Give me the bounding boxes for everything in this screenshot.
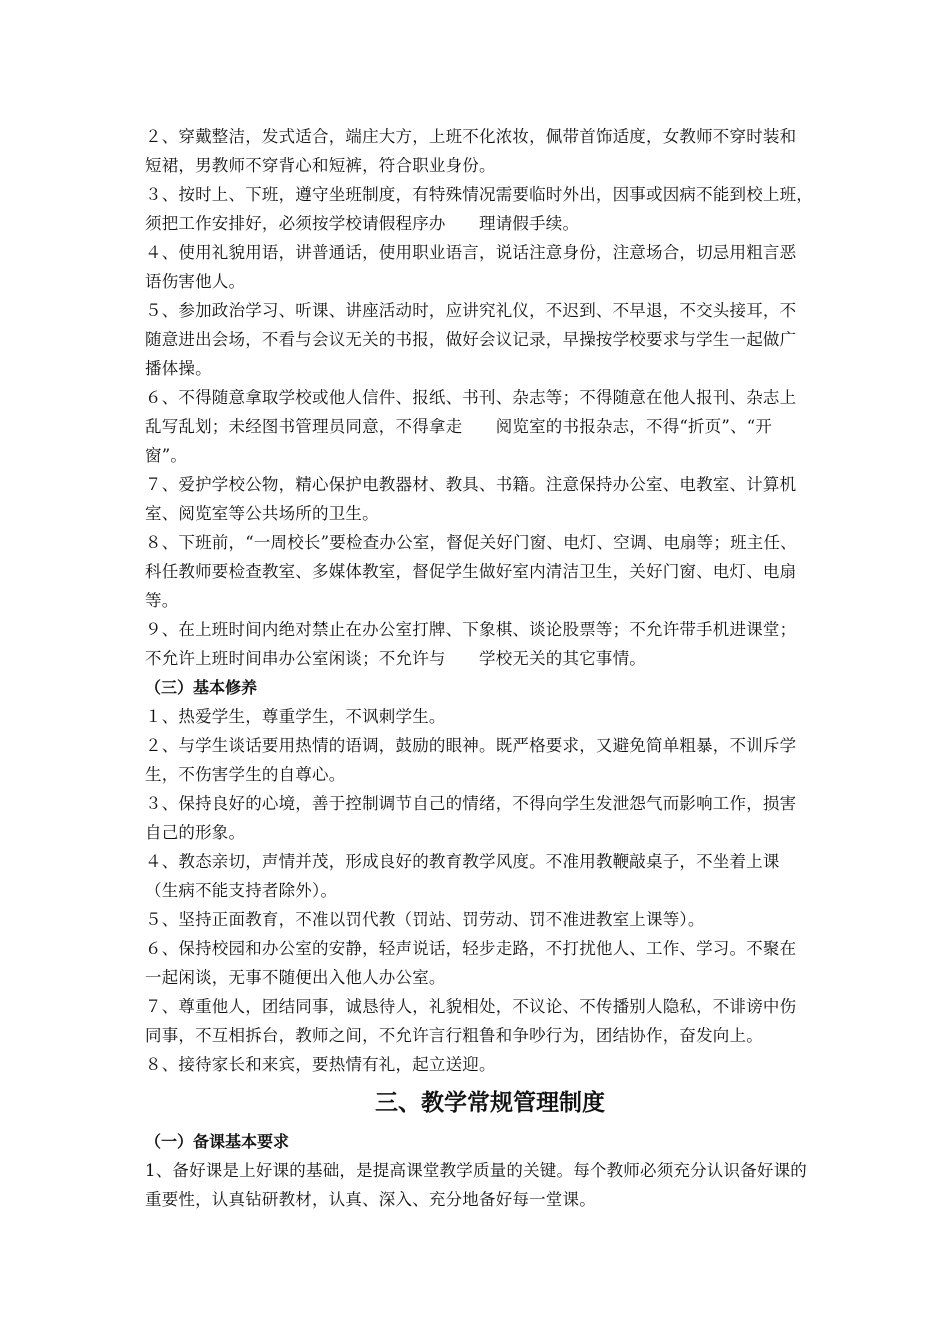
- section-subheading: （一）备课基本要求: [145, 1132, 290, 1151]
- text-line: ８、下班前，“一周校长”要检查办公室，督促关好门窗、电灯、空调、电扇等；班主任、: [145, 533, 797, 552]
- text-line: 一起闲谈，无事不随便出入他人办公室。: [145, 968, 446, 987]
- text-line: 窗”。: [145, 446, 188, 465]
- text-line: ３、保持良好的心境，善于控制调节自己的情绪，不得向学生发泄怨气而影响工作，损害: [145, 794, 797, 813]
- document-body: [145, 122, 825, 1214]
- text-line: 短裙，男教师不穿背心和短裤，符合职业身份。: [145, 156, 496, 175]
- text-line: 语伤害他人。: [145, 272, 246, 291]
- text-line: ３、按时上、下班，遵守坐班制度，有特殊情况需要临时外出，因事或因病不能到校上班，: [145, 185, 813, 204]
- text-line: ９、在上班时间内绝对禁止在办公室打牌、下象棋、谈论股票等；不允许带手机进课堂；: [145, 620, 797, 639]
- section-heading: 三、教学常规管理制度: [375, 1090, 605, 1116]
- text-line: ５、坚持正面教育，不准以罚代教（罚站、罚劳动、罚不准进教室上课等）。: [145, 910, 705, 929]
- text-line: ４、使用礼貌用语，讲普通话，使用职业语言，说话注意身份，注意场合，切忌用粗言恶: [145, 243, 797, 262]
- text-line: 须把工作安排好，必须按学校请假程序办 理请假手续。: [145, 214, 580, 233]
- text-line: ４、教态亲切，声情并茂，形成良好的教育教学风度。不准用教鞭敲桌子，不坐着上课: [145, 852, 780, 871]
- text-line: 1、备好课是上好课的基础，是提高课堂教学质量的关键。每个教师必须充分认识备好课的: [145, 1161, 807, 1180]
- text-line: 重要性，认真钻研教材，认真、深入、充分地备好每一堂课。: [145, 1190, 596, 1209]
- text-line: 不允许上班时间串办公室闲谈；不允许与 学校无关的其它事情。: [145, 649, 646, 668]
- text-line: （生病不能支持者除外）。: [145, 881, 338, 900]
- text-line: 随意进出会场，不看与会议无关的书报，做好会议记录，早操按学校要求与学生一起做广: [145, 330, 797, 349]
- text-line: 室、阅览室等公共场所的卫生。: [145, 504, 379, 523]
- text-line: 自己的形象。: [145, 823, 246, 842]
- text-line: ５、参加政治学习、听课、讲座活动时，应讲究礼仪，不迟到、不早退，不交头接耳，不: [145, 301, 797, 320]
- text-line: 生，不伤害学生的自尊心。: [145, 765, 346, 784]
- text-line: 等。: [145, 591, 179, 610]
- text-line: 科任教师要检查教室、多媒体教室，督促学生做好室内清洁卫生，关好门窗、电灯、电扇: [145, 562, 797, 581]
- text-line: 播体操。: [145, 359, 212, 378]
- text-line: ２、穿戴整洁，发式适合，端庄大方，上班不化浓妆，佩带首饰适度，女教师不穿时装和: [145, 127, 797, 146]
- section-subheading: （三）基本修养: [145, 678, 258, 697]
- text-line: ６、不得随意拿取学校或他人信件、报纸、书刊、杂志等；不得随意在他人报刊、杂志上: [145, 388, 797, 407]
- text-line: １、热爱学生，尊重学生，不讽刺学生。: [145, 707, 446, 726]
- text-line: ２、与学生谈话要用热情的语调，鼓励的眼神。既严格要求，又避免简单粗暴，不训斥学: [145, 736, 797, 755]
- text-line: 乱写乱划；未经图书管理员同意，不得拿走 阅览室的书报杂志，不得“折页”、“开: [145, 417, 773, 436]
- text-line: 同事，不互相拆台，教师之间，不允许言行粗鲁和争吵行为，团结协作，奋发向上。: [145, 1026, 763, 1045]
- text-line: ８、接待家长和来宾，要热情有礼，起立送迎。: [145, 1055, 496, 1074]
- text-line: ７、尊重他人，团结同事，诚恳待人，礼貌相处，不议论、不传播别人隐私，不诽谤中伤: [145, 997, 797, 1016]
- text-line: ６、保持校园和办公室的安静，轻声说话，轻步走路，不打扰他人、工作、学习。不聚在: [145, 939, 797, 958]
- text-line: ７、爱护学校公物，精心保护电教器材、教具、书籍。注意保持办公室、电教室、计算机: [145, 475, 797, 494]
